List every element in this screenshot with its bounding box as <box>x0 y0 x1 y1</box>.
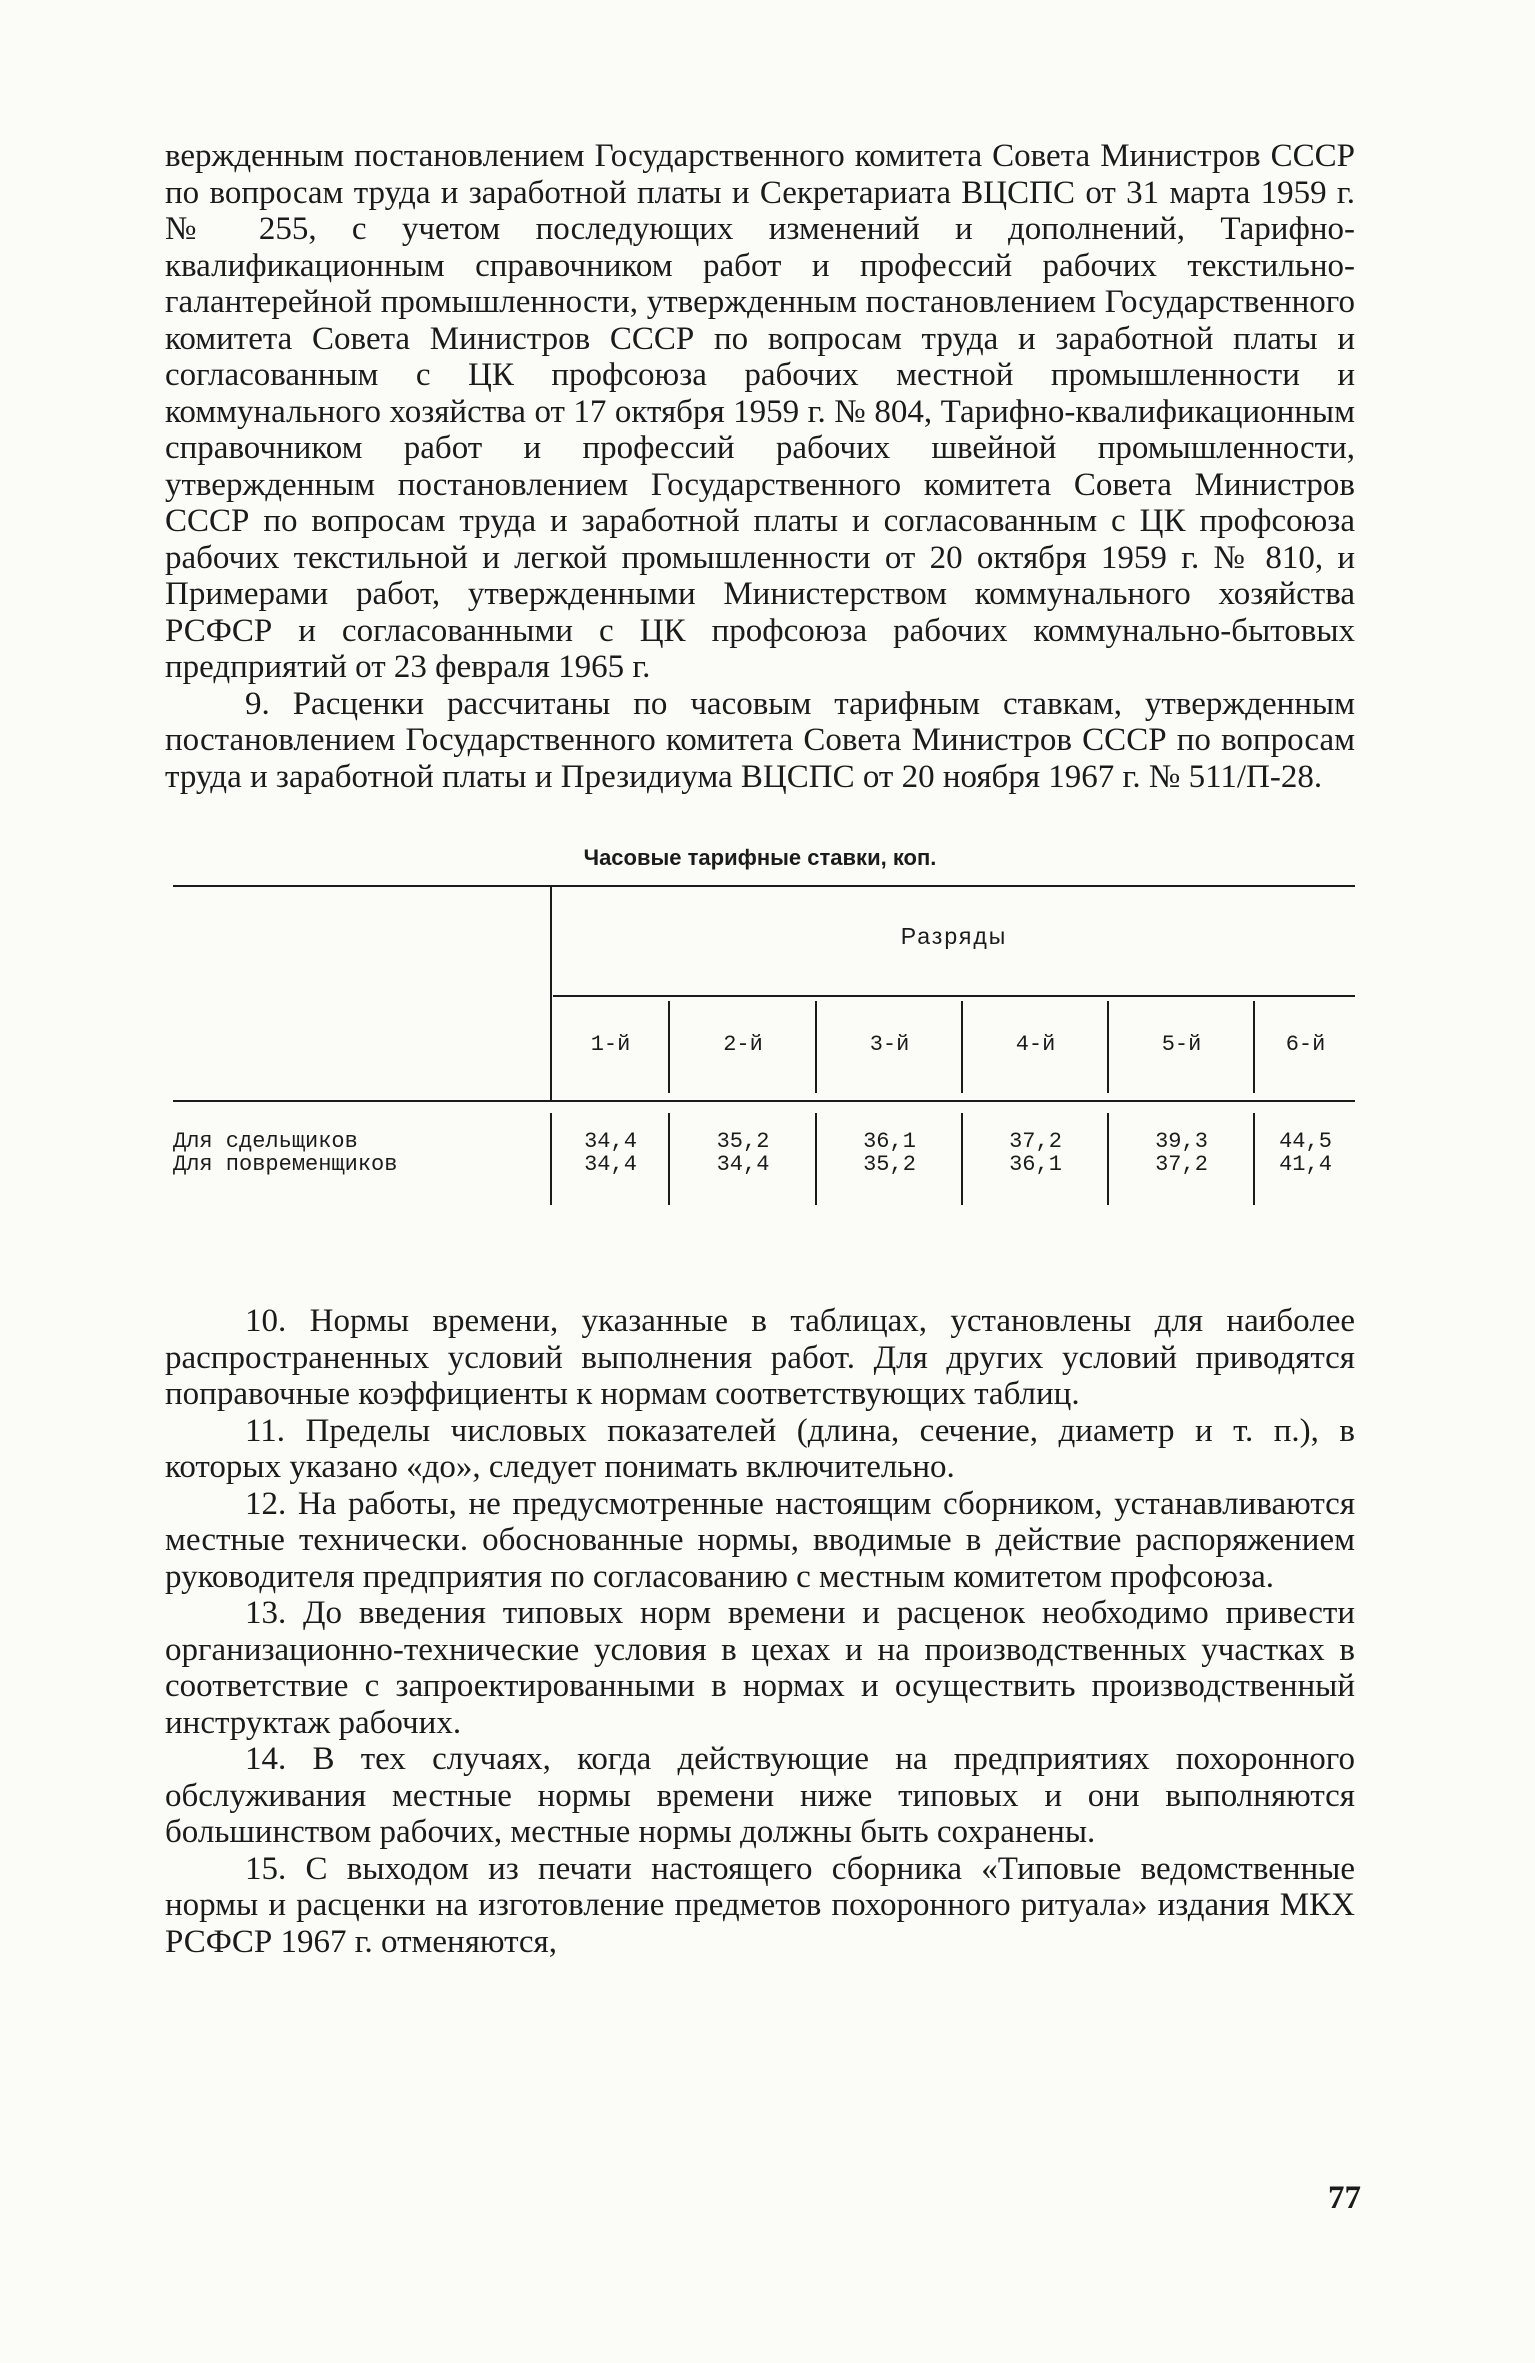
table-title: Часовые тарифные ставки, коп. <box>583 845 937 870</box>
table-cell: 34,4 <box>584 1152 637 1177</box>
stub-divider-top <box>550 885 552 1100</box>
table-top-rule <box>173 885 1355 887</box>
paragraph-14: 14. В тех случаях, когда действующие на предприятиях похоронного обслуживания местные нормы времени ниже типовых и они выполняются большинством рабочих, местные нормы должны быть сохранены. <box>165 1741 1355 1850</box>
table-cell: 39,3 <box>1155 1129 1208 1154</box>
col-divider <box>961 1001 963 1093</box>
tariff-table <box>165 885 1355 1285</box>
document-page <box>165 138 1355 1960</box>
table-cell: 37,2 <box>1009 1129 1062 1154</box>
column-header: 1-й <box>590 1032 631 1057</box>
group-header: Разряды <box>900 923 1008 949</box>
stub-divider-bottom <box>550 1113 552 1205</box>
paragraphs-after-table <box>165 1303 1355 1960</box>
paragraph-13: 13. До введения типовых норм времени и расценок необходимо привести организационно-технические условия в цехах и на производственных участках в соответствие с запроектированными в нормах и осуществить производственный инструктаж рабочих. <box>165 1595 1355 1741</box>
col-divider <box>961 1113 963 1205</box>
paragraph-12: 12. На работы, не предусмотренные настоящим сборником, устанавливаются местные технически. обоснованные нормы, вводимые в действие распоряжением руководителя предприятия по согласованию с местным комитетом профсоюза. <box>165 1485 1355 1595</box>
row-label: Для сдельщиков <box>173 1129 358 1154</box>
paragraph-15: 15. С выходом из печати настоящего сборника «Типовые ведомственные нормы и расценки на изготовление предметов похоронного ритуала» издания МКХ РСФСР 1967 г. отменяются, <box>165 1850 1355 1960</box>
col-divider <box>668 1001 670 1093</box>
table-cell: 36,1 <box>1009 1152 1062 1177</box>
col-divider <box>668 1113 670 1205</box>
col-divider <box>1253 1113 1255 1205</box>
column-header: 4-й <box>1015 1032 1056 1057</box>
table-cell: 44,5 <box>1279 1129 1332 1154</box>
header-mid-rule <box>553 995 1355 997</box>
header-bottom-rule <box>173 1100 1355 1102</box>
paragraph-9: 9. Расценки рассчитаны по часовым тарифным ставкам, утвержденным постановлением Государственного комитета Совета Министров СССР по вопросам труда и заработной платы и Президиума ВЦСПС от 20 ноября 1967 г. № 511/П-28. <box>165 685 1355 795</box>
paragraph-10: 10. Нормы времени, указанные в таблицах, установлены для наиболее распространенных условий выполнения работ. Для других условий приводятся поправочные коэффициенты к нормам соответствующих таблиц. <box>165 1303 1355 1412</box>
table-cell: 41,4 <box>1279 1152 1332 1177</box>
col-divider <box>815 1001 817 1093</box>
column-header: 2-й <box>723 1032 763 1057</box>
paragraph-intro: вержденным постановлением Государственного комитета Совета Министров СССР по вопросам труда и заработной платы и Секретариата ВЦСПС от 31 марта 1959 г. № 255, с учетом последующих изменений и дополнений, Тарифно-квалификационным справочником работ и профессий рабочих текстильно-галантерейной промышленности, утвержденным постановлением Государственного комитета Совета Министров СССР по вопросам труда и заработной платы и согласованным с ЦК профсоюза рабочих местной промышленности и коммунального хозяйства от 17 октября 1959 г. № 804, Тарифно-квалификационным справочником работ и профессий рабочих швейной промышленности, утвержденным постановлением Государственного комитета Совета Министров СССР по вопросам труда и заработной платы и согласованным с ЦК профсоюза рабочих текстильной и легкой промышленности от 20 октября 1959 г. № 810, и Примерами работ, утвержденными Министерством коммунального хозяйства РСФСР и согласованными с ЦК профсоюза рабочих коммунально-бытовых предприятий от 23 февраля 1965 г. <box>165 138 1355 685</box>
row-label: Для повременщиков <box>173 1152 398 1177</box>
table-cell: 35,2 <box>863 1152 916 1177</box>
column-header: 5-й <box>1161 1032 1202 1057</box>
table-cell: 37,2 <box>1155 1152 1208 1177</box>
table-cell: 34,4 <box>584 1129 637 1154</box>
col-divider <box>1107 1113 1109 1205</box>
paragraph-11: 11. Пределы числовых показателей (длина, сечение, диаметр и т. п.), в которых указано «до», следует понимать включительно. <box>165 1412 1355 1485</box>
col-divider <box>1253 1001 1255 1093</box>
table-cell: 36,1 <box>863 1129 916 1154</box>
col-divider <box>815 1113 817 1205</box>
table-cell: 34,4 <box>716 1152 770 1177</box>
page-number: 77 <box>1328 2180 1361 2216</box>
col-divider <box>1107 1001 1109 1093</box>
table-cell: 35,2 <box>716 1129 770 1154</box>
column-header: 3-й <box>869 1032 910 1057</box>
column-header: 6-й <box>1285 1032 1326 1057</box>
